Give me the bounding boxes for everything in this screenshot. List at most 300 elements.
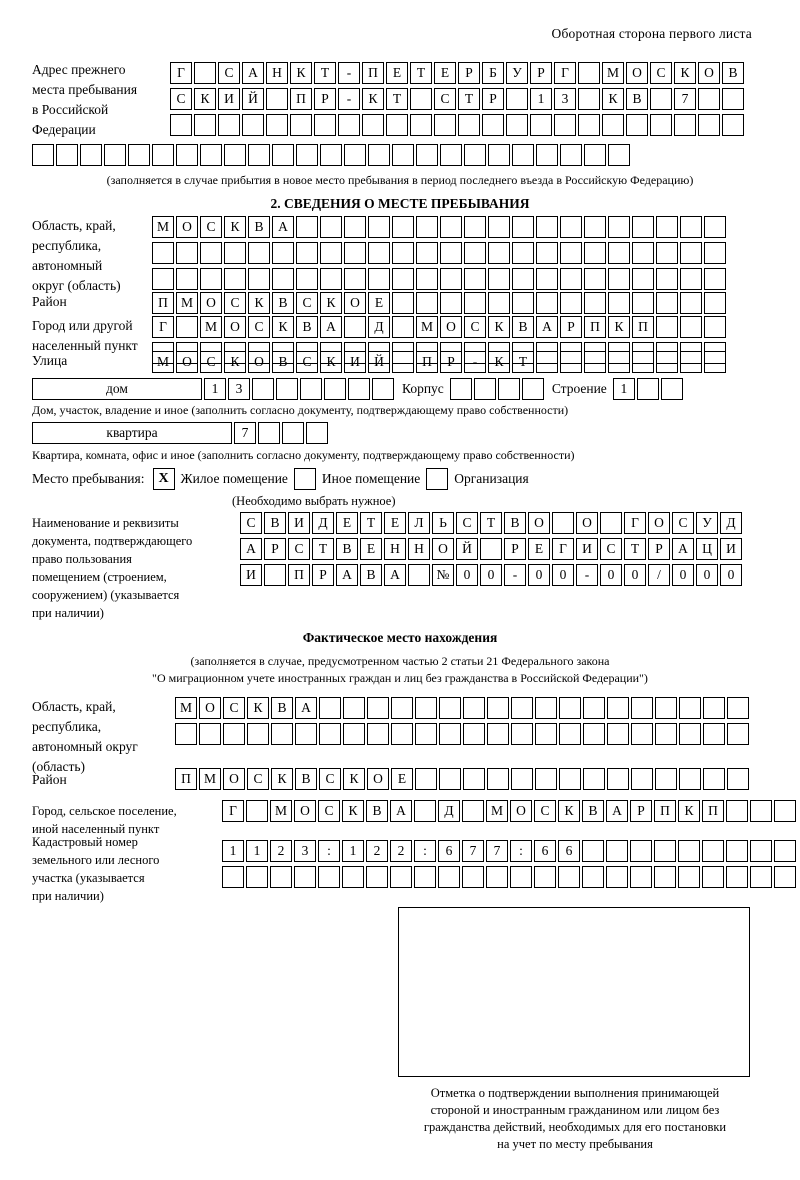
char-cell[interactable] <box>368 242 390 264</box>
char-cell[interactable]: П <box>175 768 197 790</box>
char-cell[interactable] <box>774 866 796 888</box>
char-cell[interactable] <box>488 268 510 290</box>
char-cell[interactable]: 0 <box>720 564 742 586</box>
char-cell[interactable] <box>200 268 222 290</box>
char-cell[interactable]: Т <box>360 512 382 534</box>
char-cell[interactable]: С <box>534 800 556 822</box>
char-cell[interactable]: Р <box>264 538 286 560</box>
char-cell[interactable]: Л <box>408 512 430 534</box>
char-cell[interactable]: К <box>248 292 270 314</box>
char-cell[interactable] <box>295 723 317 745</box>
char-cell[interactable] <box>727 697 749 719</box>
char-cell[interactable] <box>488 292 510 314</box>
char-cell[interactable]: Р <box>458 62 480 84</box>
char-cell[interactable] <box>294 866 316 888</box>
char-cell[interactable]: Г <box>624 512 646 534</box>
char-cell[interactable] <box>632 351 654 373</box>
char-cell[interactable]: : <box>510 840 532 862</box>
char-cell[interactable] <box>247 723 269 745</box>
char-cell[interactable] <box>656 242 678 264</box>
char-cell[interactable] <box>680 351 702 373</box>
char-cell[interactable] <box>440 292 462 314</box>
char-cell[interactable]: С <box>288 538 310 560</box>
char-cell[interactable]: 1 <box>222 840 244 862</box>
char-cell[interactable] <box>175 723 197 745</box>
char-cell[interactable]: 1 <box>246 840 268 862</box>
char-cell[interactable] <box>270 866 292 888</box>
char-cell[interactable] <box>199 723 221 745</box>
char-cell[interactable]: С <box>296 351 318 373</box>
prev-address-row-1[interactable] <box>170 62 746 84</box>
char-cell[interactable]: К <box>271 768 293 790</box>
char-cell[interactable]: В <box>272 351 294 373</box>
char-cell[interactable]: О <box>294 800 316 822</box>
char-cell[interactable]: А <box>390 800 412 822</box>
char-cell[interactable]: / <box>648 564 670 586</box>
char-cell[interactable] <box>362 114 384 136</box>
char-cell[interactable] <box>606 866 628 888</box>
char-cell[interactable]: В <box>271 697 293 719</box>
char-cell[interactable]: И <box>288 512 310 534</box>
char-cell[interactable] <box>248 242 270 264</box>
char-cell[interactable] <box>439 768 461 790</box>
char-cell[interactable]: С <box>200 351 222 373</box>
char-cell[interactable] <box>679 723 701 745</box>
char-cell[interactable]: С <box>200 216 222 238</box>
char-cell[interactable]: Д <box>312 512 334 534</box>
char-cell[interactable] <box>703 723 725 745</box>
char-cell[interactable] <box>536 144 558 166</box>
char-cell[interactable]: Р <box>530 62 552 84</box>
char-cell[interactable] <box>498 378 520 400</box>
char-cell[interactable]: Д <box>438 800 460 822</box>
char-cell[interactable] <box>704 316 726 338</box>
prev-address-row-3[interactable] <box>170 114 746 136</box>
char-cell[interactable] <box>266 114 288 136</box>
char-cell[interactable] <box>698 88 720 110</box>
char-cell[interactable]: А <box>242 62 264 84</box>
char-cell[interactable] <box>408 564 430 586</box>
char-cell[interactable]: Д <box>720 512 742 534</box>
char-cell[interactable] <box>296 268 318 290</box>
char-cell[interactable] <box>678 866 700 888</box>
char-cell[interactable]: Р <box>630 800 652 822</box>
cadastral-row-1[interactable] <box>222 840 798 862</box>
char-cell[interactable] <box>487 768 509 790</box>
char-cell[interactable] <box>522 378 544 400</box>
char-cell[interactable] <box>679 697 701 719</box>
char-cell[interactable]: 7 <box>486 840 508 862</box>
char-cell[interactable] <box>392 351 414 373</box>
char-cell[interactable] <box>703 768 725 790</box>
char-cell[interactable] <box>170 114 192 136</box>
char-cell[interactable]: А <box>606 800 628 822</box>
char-cell[interactable]: Н <box>408 538 430 560</box>
char-cell[interactable] <box>632 242 654 264</box>
char-cell[interactable]: В <box>360 564 382 586</box>
char-cell[interactable]: К <box>320 292 342 314</box>
section2-city-row-1[interactable] <box>152 316 728 338</box>
char-cell[interactable] <box>462 800 484 822</box>
char-cell[interactable] <box>726 800 748 822</box>
char-cell[interactable] <box>584 242 606 264</box>
char-cell[interactable] <box>272 268 294 290</box>
char-cell[interactable]: К <box>678 800 700 822</box>
char-cell[interactable] <box>246 866 268 888</box>
char-cell[interactable]: - <box>464 351 486 373</box>
section2-street-row[interactable] <box>152 351 728 373</box>
char-cell[interactable]: В <box>504 512 526 534</box>
char-cell[interactable] <box>463 697 485 719</box>
char-cell[interactable] <box>488 144 510 166</box>
char-cell[interactable] <box>680 316 702 338</box>
char-cell[interactable]: К <box>224 216 246 238</box>
char-cell[interactable] <box>464 292 486 314</box>
char-cell[interactable]: 3 <box>554 88 576 110</box>
char-cell[interactable] <box>176 268 198 290</box>
char-cell[interactable]: П <box>702 800 724 822</box>
char-cell[interactable]: Д <box>368 316 390 338</box>
char-cell[interactable]: 6 <box>558 840 580 862</box>
char-cell[interactable] <box>656 316 678 338</box>
char-cell[interactable] <box>584 144 606 166</box>
char-cell[interactable] <box>704 216 726 238</box>
char-cell[interactable]: М <box>176 292 198 314</box>
document-row-2[interactable] <box>240 538 744 560</box>
char-cell[interactable]: Е <box>391 768 413 790</box>
char-cell[interactable] <box>602 114 624 136</box>
char-cell[interactable] <box>248 268 270 290</box>
char-cell[interactable] <box>392 216 414 238</box>
char-cell[interactable] <box>630 866 652 888</box>
char-cell[interactable]: 0 <box>624 564 646 586</box>
char-cell[interactable] <box>774 840 796 862</box>
char-cell[interactable] <box>702 866 724 888</box>
char-cell[interactable]: А <box>536 316 558 338</box>
char-cell[interactable]: Н <box>384 538 406 560</box>
char-cell[interactable]: 6 <box>534 840 556 862</box>
char-cell[interactable]: О <box>223 768 245 790</box>
char-cell[interactable] <box>608 144 630 166</box>
char-cell[interactable]: С <box>240 512 262 534</box>
char-cell[interactable]: Р <box>482 88 504 110</box>
char-cell[interactable]: 0 <box>600 564 622 586</box>
char-cell[interactable]: 3 <box>228 378 250 400</box>
char-cell[interactable] <box>679 768 701 790</box>
char-cell[interactable] <box>416 292 438 314</box>
char-cell[interactable] <box>415 723 437 745</box>
char-cell[interactable]: : <box>318 840 340 862</box>
char-cell[interactable] <box>319 723 341 745</box>
char-cell[interactable]: 0 <box>528 564 550 586</box>
char-cell[interactable]: : <box>414 840 436 862</box>
char-cell[interactable] <box>582 866 604 888</box>
char-cell[interactable]: 1 <box>613 378 635 400</box>
char-cell[interactable]: 7 <box>462 840 484 862</box>
checkbox-other-premises[interactable] <box>294 468 316 490</box>
char-cell[interactable] <box>392 316 414 338</box>
char-cell[interactable] <box>632 268 654 290</box>
char-cell[interactable] <box>578 88 600 110</box>
char-cell[interactable] <box>607 723 629 745</box>
char-cell[interactable] <box>342 866 364 888</box>
char-cell[interactable]: Р <box>648 538 670 560</box>
actual-district-row[interactable] <box>175 768 751 790</box>
char-cell[interactable]: П <box>632 316 654 338</box>
char-cell[interactable]: Р <box>560 316 582 338</box>
char-cell[interactable] <box>440 216 462 238</box>
char-cell[interactable] <box>218 114 240 136</box>
char-cell[interactable] <box>535 768 557 790</box>
char-cell[interactable] <box>272 144 294 166</box>
char-cell[interactable] <box>482 114 504 136</box>
char-cell[interactable] <box>438 866 460 888</box>
char-cell[interactable] <box>558 866 580 888</box>
char-cell[interactable] <box>560 144 582 166</box>
char-cell[interactable]: У <box>696 512 718 534</box>
char-cell[interactable] <box>344 242 366 264</box>
char-cell[interactable] <box>320 268 342 290</box>
char-cell[interactable] <box>474 378 496 400</box>
char-cell[interactable] <box>654 866 676 888</box>
char-cell[interactable] <box>414 800 436 822</box>
char-cell[interactable] <box>680 292 702 314</box>
char-cell[interactable] <box>774 800 796 822</box>
char-cell[interactable]: О <box>199 697 221 719</box>
char-cell[interactable] <box>344 316 366 338</box>
char-cell[interactable]: О <box>626 62 648 84</box>
char-cell[interactable] <box>271 723 293 745</box>
char-cell[interactable] <box>410 88 432 110</box>
char-cell[interactable]: П <box>416 351 438 373</box>
char-cell[interactable] <box>655 723 677 745</box>
char-cell[interactable]: М <box>486 800 508 822</box>
char-cell[interactable] <box>390 866 412 888</box>
char-cell[interactable] <box>536 292 558 314</box>
char-cell[interactable] <box>661 378 683 400</box>
char-cell[interactable]: С <box>434 88 456 110</box>
char-cell[interactable] <box>224 144 246 166</box>
char-cell[interactable] <box>510 866 532 888</box>
char-cell[interactable]: - <box>504 564 526 586</box>
char-cell[interactable] <box>512 144 534 166</box>
char-cell[interactable] <box>487 697 509 719</box>
char-cell[interactable]: М <box>416 316 438 338</box>
char-cell[interactable] <box>439 723 461 745</box>
char-cell[interactable] <box>559 723 581 745</box>
char-cell[interactable] <box>654 840 676 862</box>
char-cell[interactable] <box>319 697 341 719</box>
char-cell[interactable] <box>488 216 510 238</box>
char-cell[interactable] <box>392 268 414 290</box>
char-cell[interactable] <box>632 216 654 238</box>
char-cell[interactable]: К <box>342 800 364 822</box>
char-cell[interactable] <box>488 242 510 264</box>
char-cell[interactable]: О <box>344 292 366 314</box>
char-cell[interactable]: Р <box>440 351 462 373</box>
section2-region-row-2[interactable] <box>152 242 728 264</box>
char-cell[interactable]: В <box>295 768 317 790</box>
char-cell[interactable] <box>560 351 582 373</box>
char-cell[interactable] <box>392 144 414 166</box>
char-cell[interactable] <box>583 697 605 719</box>
char-cell[interactable]: Е <box>384 512 406 534</box>
char-cell[interactable] <box>80 144 102 166</box>
flat-boxes[interactable] <box>234 422 330 444</box>
char-cell[interactable] <box>536 242 558 264</box>
char-cell[interactable]: А <box>272 216 294 238</box>
char-cell[interactable] <box>463 723 485 745</box>
char-cell[interactable]: П <box>152 292 174 314</box>
char-cell[interactable] <box>252 378 274 400</box>
char-cell[interactable]: Т <box>314 62 336 84</box>
char-cell[interactable]: М <box>270 800 292 822</box>
char-cell[interactable] <box>368 216 390 238</box>
section2-region-row-1[interactable] <box>152 216 728 238</box>
char-cell[interactable]: - <box>338 88 360 110</box>
char-cell[interactable]: К <box>247 697 269 719</box>
char-cell[interactable]: Р <box>504 538 526 560</box>
char-cell[interactable]: - <box>576 564 598 586</box>
char-cell[interactable]: В <box>336 538 358 560</box>
char-cell[interactable] <box>607 697 629 719</box>
char-cell[interactable] <box>512 216 534 238</box>
char-cell[interactable] <box>656 292 678 314</box>
char-cell[interactable] <box>727 723 749 745</box>
stroenie-boxes[interactable] <box>613 378 685 400</box>
char-cell[interactable] <box>464 144 486 166</box>
char-cell[interactable] <box>511 768 533 790</box>
char-cell[interactable]: П <box>362 62 384 84</box>
char-cell[interactable]: 1 <box>204 378 226 400</box>
char-cell[interactable]: Ц <box>696 538 718 560</box>
char-cell[interactable]: 1 <box>342 840 364 862</box>
char-cell[interactable] <box>462 866 484 888</box>
char-cell[interactable]: № <box>432 564 454 586</box>
char-cell[interactable] <box>104 144 126 166</box>
char-cell[interactable] <box>536 268 558 290</box>
char-cell[interactable]: И <box>344 351 366 373</box>
char-cell[interactable] <box>535 697 557 719</box>
char-cell[interactable]: Е <box>368 292 390 314</box>
char-cell[interactable] <box>512 242 534 264</box>
char-cell[interactable] <box>152 268 174 290</box>
char-cell[interactable]: Г <box>554 62 576 84</box>
char-cell[interactable]: В <box>248 216 270 238</box>
char-cell[interactable]: К <box>488 316 510 338</box>
char-cell[interactable] <box>750 800 772 822</box>
char-cell[interactable] <box>348 378 370 400</box>
char-cell[interactable]: С <box>223 697 245 719</box>
char-cell[interactable] <box>324 378 346 400</box>
char-cell[interactable] <box>680 216 702 238</box>
char-cell[interactable] <box>704 351 726 373</box>
char-cell[interactable] <box>630 840 652 862</box>
char-cell[interactable] <box>578 62 600 84</box>
char-cell[interactable]: С <box>218 62 240 84</box>
house-boxes[interactable] <box>204 378 396 400</box>
char-cell[interactable]: Т <box>312 538 334 560</box>
char-cell[interactable]: И <box>240 564 262 586</box>
char-cell[interactable] <box>276 378 298 400</box>
char-cell[interactable] <box>152 242 174 264</box>
actual-city-row[interactable] <box>222 800 798 822</box>
char-cell[interactable] <box>578 114 600 136</box>
char-cell[interactable] <box>246 800 268 822</box>
char-cell[interactable]: Р <box>312 564 334 586</box>
char-cell[interactable] <box>176 316 198 338</box>
char-cell[interactable]: А <box>384 564 406 586</box>
char-cell[interactable]: О <box>248 351 270 373</box>
char-cell[interactable]: О <box>440 316 462 338</box>
char-cell[interactable]: 2 <box>270 840 292 862</box>
char-cell[interactable] <box>703 697 725 719</box>
char-cell[interactable] <box>600 512 622 534</box>
char-cell[interactable] <box>344 268 366 290</box>
char-cell[interactable]: С <box>672 512 694 534</box>
document-row-1[interactable] <box>240 512 744 534</box>
char-cell[interactable] <box>320 242 342 264</box>
char-cell[interactable]: О <box>432 538 454 560</box>
char-cell[interactable] <box>512 268 534 290</box>
char-cell[interactable]: С <box>248 316 270 338</box>
char-cell[interactable] <box>678 840 700 862</box>
char-cell[interactable] <box>607 768 629 790</box>
char-cell[interactable]: М <box>200 316 222 338</box>
char-cell[interactable]: 3 <box>294 840 316 862</box>
char-cell[interactable] <box>128 144 150 166</box>
char-cell[interactable] <box>290 114 312 136</box>
char-cell[interactable]: 0 <box>552 564 574 586</box>
char-cell[interactable] <box>559 697 581 719</box>
char-cell[interactable] <box>726 840 748 862</box>
char-cell[interactable]: И <box>576 538 598 560</box>
char-cell[interactable]: П <box>654 800 676 822</box>
char-cell[interactable]: И <box>218 88 240 110</box>
char-cell[interactable]: Т <box>458 88 480 110</box>
char-cell[interactable]: Е <box>528 538 550 560</box>
char-cell[interactable]: С <box>650 62 672 84</box>
char-cell[interactable] <box>560 292 582 314</box>
char-cell[interactable]: С <box>170 88 192 110</box>
char-cell[interactable] <box>698 114 720 136</box>
char-cell[interactable] <box>512 292 534 314</box>
char-cell[interactable] <box>650 88 672 110</box>
char-cell[interactable] <box>463 768 485 790</box>
char-cell[interactable] <box>344 144 366 166</box>
char-cell[interactable]: О <box>367 768 389 790</box>
char-cell[interactable]: В <box>626 88 648 110</box>
char-cell[interactable] <box>386 114 408 136</box>
char-cell[interactable] <box>655 768 677 790</box>
char-cell[interactable] <box>631 697 653 719</box>
char-cell[interactable] <box>506 88 528 110</box>
char-cell[interactable] <box>242 114 264 136</box>
char-cell[interactable]: К <box>608 316 630 338</box>
char-cell[interactable] <box>608 292 630 314</box>
char-cell[interactable]: С <box>224 292 246 314</box>
char-cell[interactable]: О <box>648 512 670 534</box>
char-cell[interactable]: А <box>240 538 262 560</box>
char-cell[interactable] <box>372 378 394 400</box>
char-cell[interactable]: С <box>600 538 622 560</box>
char-cell[interactable] <box>584 292 606 314</box>
char-cell[interactable] <box>392 292 414 314</box>
char-cell[interactable]: В <box>366 800 388 822</box>
char-cell[interactable] <box>702 840 724 862</box>
char-cell[interactable] <box>650 114 672 136</box>
char-cell[interactable]: 2 <box>366 840 388 862</box>
